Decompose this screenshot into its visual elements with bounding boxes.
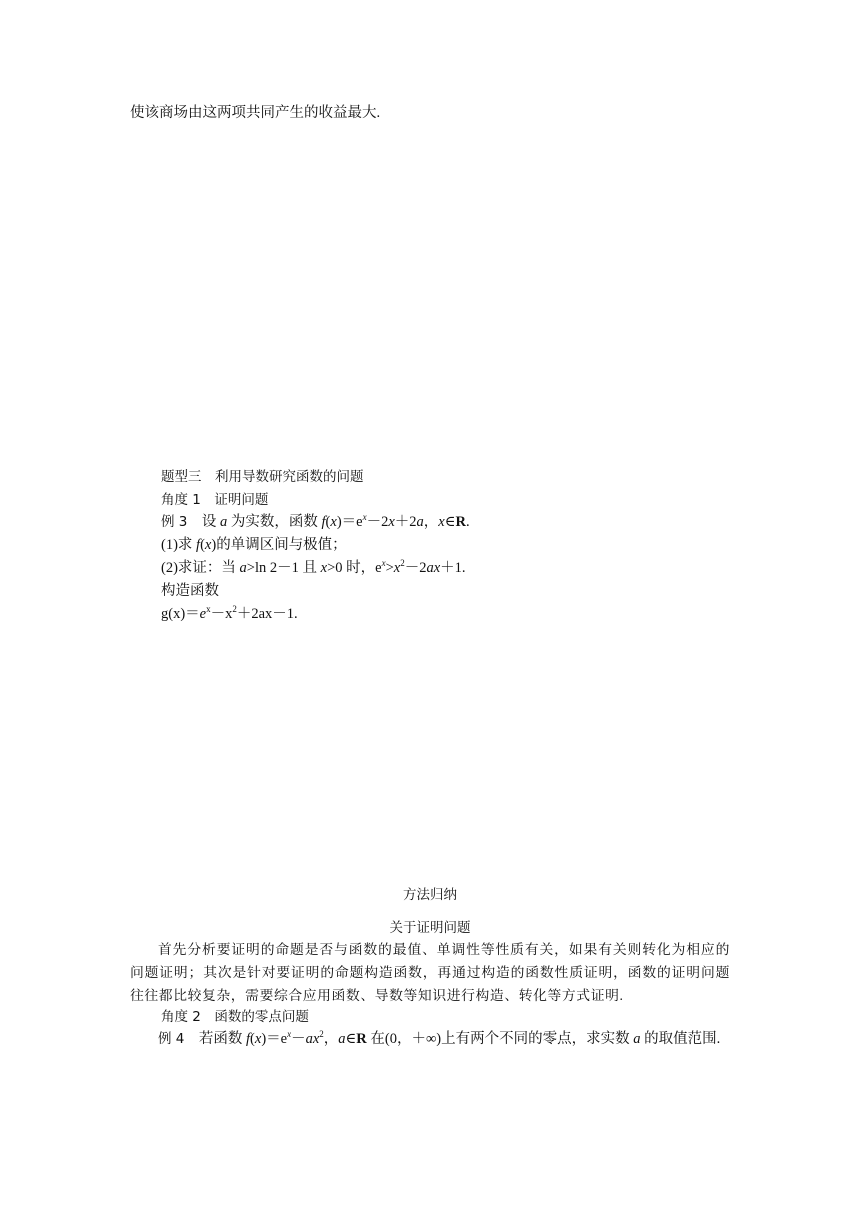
- question-2: (2)求证：当 a>ln 2－1 且 x>0 时，$e^x>x^2-2ax+1$.: [161, 558, 466, 576]
- method-title: 方法归纳: [403, 887, 457, 903]
- section-title: 题型三 利用导数研究函数的问题: [161, 469, 364, 485]
- angle2-title: 角度 2 函数的零点问题: [161, 1009, 309, 1025]
- question-1: (1)求 f(x)的单调区间与极值；: [161, 537, 347, 553]
- example4-statement: 例 4 若函数 $f(x)=e^x-ax^2$，a∈R 在(0，＋∞)上有两个不同的零点，求实数 a 的取值范围.: [158, 1029, 721, 1047]
- construct-formula: $g(x)=e^x-x^2+2ax-1$.: [161, 604, 298, 622]
- example3-statement: 例 3 设 a 为实数，函数 $f(x)=e^x-2x+2a$，x∈R.: [161, 512, 470, 530]
- example3-label: 例 3: [161, 514, 188, 530]
- angle1-title: 角度 1 证明问题: [161, 492, 269, 508]
- method-body: 首先分析要证明的命题是否与函数的最值、单调性等性质有关，如果有关则转化为相应的问题证明；其次是针对要证明的命题构造函数，再通过构造的函数性质证明，函数的证明问题往往都比较复杂，需要综合应用函数、导数等知识进行构造、转化等方式证明.: [130, 942, 730, 1003]
- construct-label: 构造函数: [161, 583, 219, 599]
- intro-line: 使该商场由这两项共同产生的收益最大.: [130, 105, 381, 121]
- method-subtitle: 关于证明问题: [389, 920, 471, 936]
- example4-label: 例 4: [158, 1031, 185, 1047]
